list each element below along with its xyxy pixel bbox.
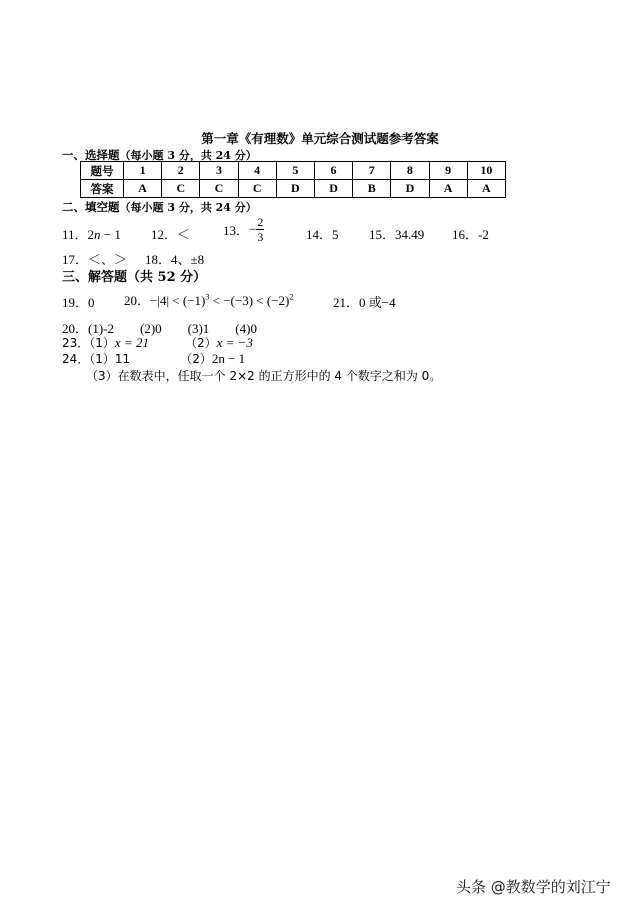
q23-part1: x = 21 — [114, 335, 149, 350]
question-number: 8 — [391, 162, 429, 180]
question-number: 2 — [162, 162, 200, 180]
question-number: 1 — [124, 162, 162, 180]
answer-cell: B — [353, 180, 391, 198]
q13-label: 13． — [223, 223, 250, 238]
q23-part2: x = −3 — [216, 335, 253, 350]
question-number: 4 — [238, 162, 276, 180]
table-row — [81, 162, 506, 180]
q23-label: 23．（1） — [62, 336, 115, 350]
answer-cell: A — [124, 180, 162, 198]
watermark: 头条 @教数学的刘江宁 — [456, 878, 611, 896]
q24-part2: 2n − 1 — [211, 351, 246, 366]
answer-q24 — [62, 350, 245, 367]
q24-mid-label: （2） — [180, 352, 212, 366]
q11-var: n — [94, 227, 101, 242]
section-heading-choice-label: 一、选择题 — [62, 148, 120, 162]
section-heading-solve — [62, 266, 206, 285]
q12-label: 12． — [151, 227, 178, 242]
q11-coef: 2 — [87, 227, 95, 242]
q20-exponent2: 2 — [289, 292, 294, 302]
answer-q24-part3 — [86, 367, 441, 384]
section-heading-fill — [62, 199, 257, 215]
answer-cell: C — [238, 180, 276, 198]
answer-q12 — [151, 224, 190, 243]
answer-q19: 19．0 — [62, 295, 95, 310]
answer-q18: 18．4、±8 — [145, 252, 205, 267]
question-number: 10 — [467, 162, 505, 180]
answer-cell: C — [162, 180, 200, 198]
answer-q20 — [124, 290, 293, 309]
question-number: 7 — [353, 162, 391, 180]
q11-rest: − 1 — [100, 227, 121, 242]
question-number: 9 — [429, 162, 467, 180]
question-number: 5 — [276, 162, 314, 180]
answer-q11 — [62, 224, 121, 243]
q11-label: 11． — [62, 227, 88, 242]
q24-label: 24．（1）11 — [62, 352, 131, 366]
q13-sign: − — [249, 221, 257, 237]
section-heading-fill-label: 二、填空题 — [62, 200, 120, 214]
answer-cell: C — [200, 180, 238, 198]
q20-expr-part1: −|4| < (−1) — [150, 293, 206, 308]
answer-cell: A — [429, 180, 467, 198]
q12-value: ＜ — [177, 227, 191, 242]
question-number: 3 — [200, 162, 238, 180]
answer-q21: 21．0 或−4 — [333, 295, 396, 310]
table-row — [81, 180, 506, 198]
section-heading-solve-note: （共 52 分） — [127, 270, 207, 285]
answer-table — [80, 161, 506, 198]
answer-q23 — [62, 334, 253, 351]
document-title: 第一章《有理数》单元综合测试题参考答案 — [201, 131, 439, 146]
answer-q15: 15．34.49 — [369, 227, 425, 242]
answer-q16: 16．-2 — [452, 227, 489, 242]
answer-q20-parts: 20．(1)-2 (2)0 (3)1 (4)0 — [62, 321, 257, 336]
q13-denominator: 3 — [257, 230, 264, 244]
q20-exponent1: 3 — [205, 292, 210, 302]
answer-q17: 17．＜、＞ — [62, 252, 128, 267]
q13-numerator: 2 — [257, 215, 264, 229]
answer-q13 — [223, 215, 264, 244]
section-heading-choice-note: （每小题 3 分，共 24 分） — [119, 149, 257, 162]
q24-part3-text: （3）在数表中，任取一个 2×2 的正方形中的 4 个数字之和为 0。 — [86, 369, 442, 383]
answer-cell: D — [314, 180, 352, 198]
answer-q14: 14．5 — [306, 227, 339, 242]
table-row-header: 题号 — [81, 162, 124, 180]
answer-cell: D — [276, 180, 314, 198]
answer-cell: D — [391, 180, 429, 198]
question-number: 6 — [314, 162, 352, 180]
q20-expr-part2: < −(−3) < (−2) — [209, 293, 290, 308]
section-heading-solve-label: 三、解答题 — [62, 270, 128, 285]
q13-fraction — [256, 215, 264, 244]
table-row-header: 答案 — [81, 180, 124, 198]
q20-label: 20． — [124, 293, 151, 308]
q23-mid-label: （2） — [184, 336, 217, 350]
section-heading-fill-note: （每小题 3 分，共 24 分） — [119, 201, 257, 214]
answer-cell: A — [467, 180, 505, 198]
